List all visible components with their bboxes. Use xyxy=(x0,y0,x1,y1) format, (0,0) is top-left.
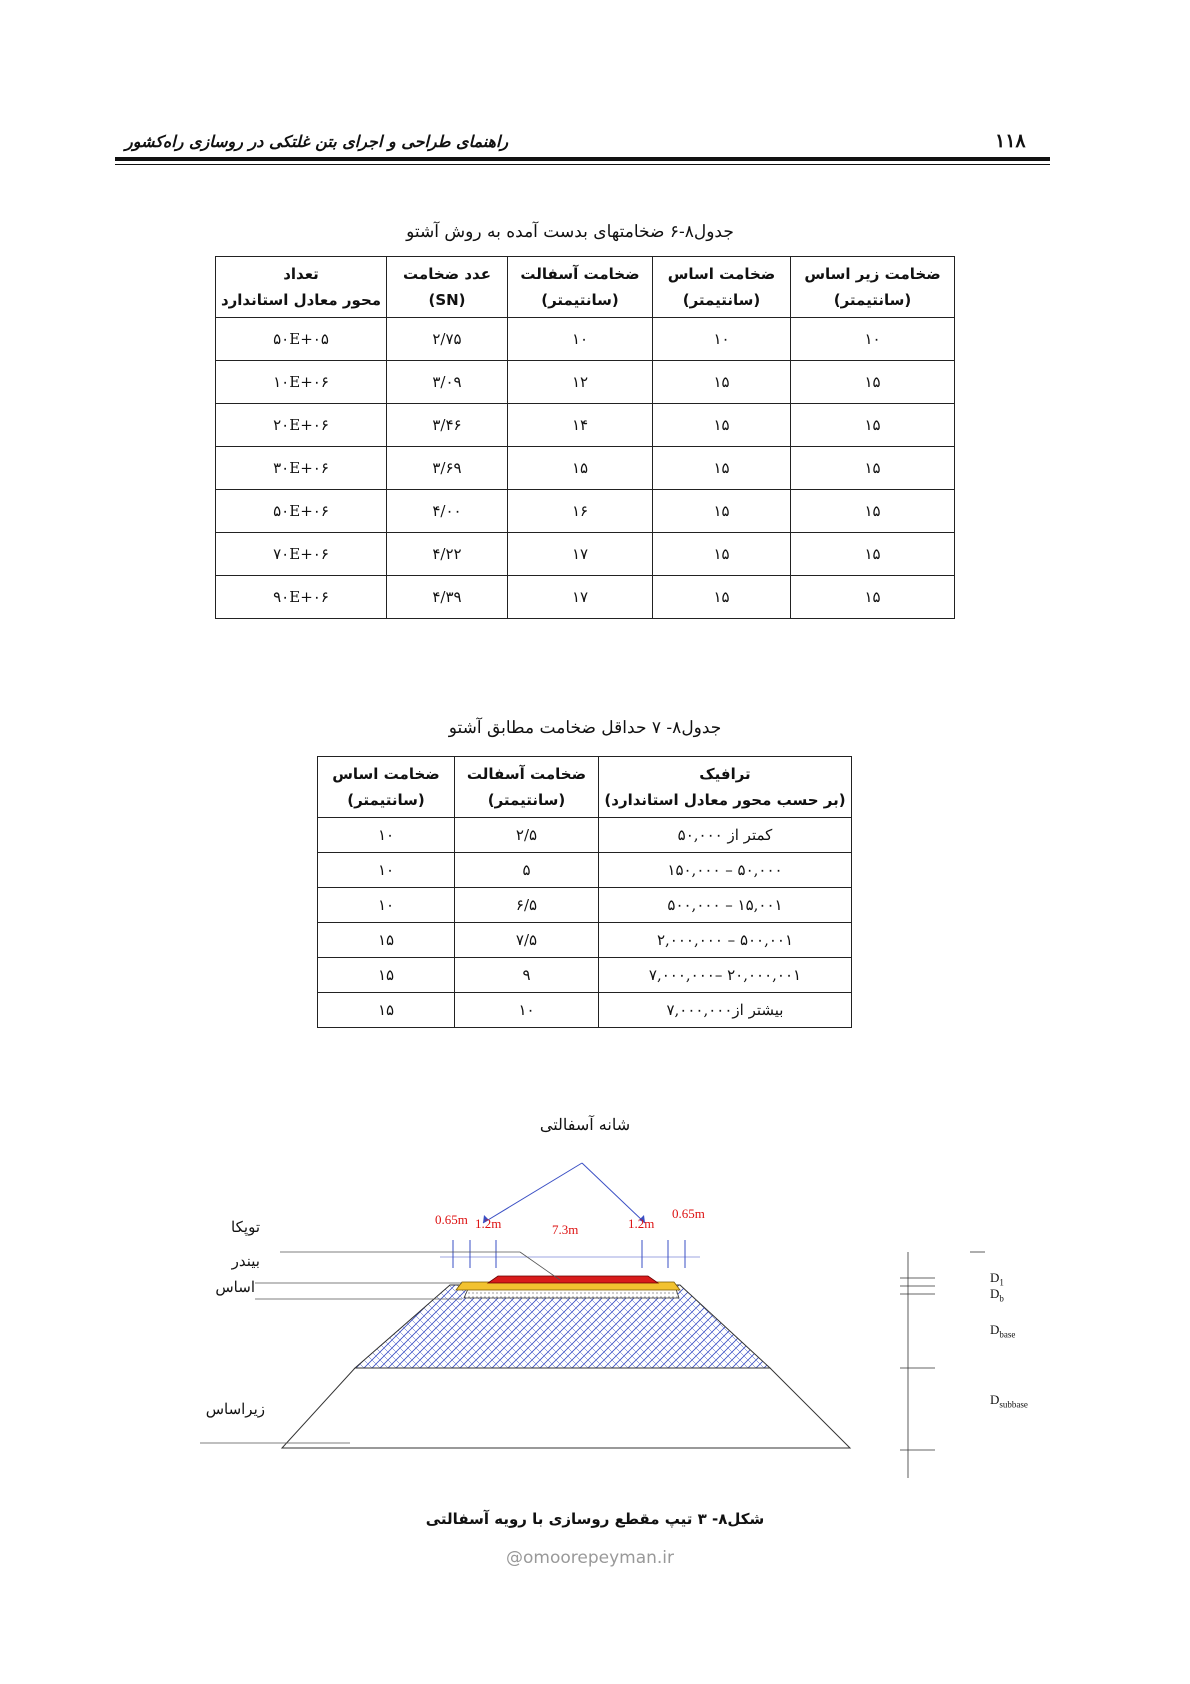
topeka-layer xyxy=(488,1276,658,1283)
table-row xyxy=(318,818,852,853)
table-cell: ۱۰E+۰۶ xyxy=(216,361,387,404)
table-row xyxy=(216,404,955,447)
page-number: ۱۱۸ xyxy=(995,130,1026,152)
figure-caption: شکل‌۸- ۳ تیپ مقطع روسازی با رویه آسفالتی xyxy=(425,1510,765,1528)
table-cell: ۱۵ xyxy=(791,447,955,490)
table-cell: ۱۵ xyxy=(318,923,455,958)
table-cell: ۱۵ xyxy=(653,533,791,576)
table-cell: ۱۷ xyxy=(508,533,653,576)
pavement-cross-section-figure xyxy=(0,1100,1190,1620)
table-cell: ۱۵ xyxy=(791,404,955,447)
table-row xyxy=(318,958,852,993)
dim-right-lane: 1.2m xyxy=(628,1216,655,1231)
table-cell: ۱۵ xyxy=(791,533,955,576)
table-cell: ۲۰E+۰۶ xyxy=(216,404,387,447)
table2-caption: جدول‌۸- ۷ حداقل ضخامت مطابق آشتو xyxy=(448,718,722,738)
table-cell: ۱۰ xyxy=(508,318,653,361)
table-cell: ۳/۶۹ xyxy=(387,447,508,490)
table-row xyxy=(216,447,955,490)
table1-caption: جدول‌۸-۶ ضخامتهای بدست آمده به روش آشتو xyxy=(406,222,734,242)
table-cell: ۵۰E+۰۶ xyxy=(216,490,387,533)
table-cell: ۱۲ xyxy=(508,361,653,404)
table-row xyxy=(216,576,955,619)
table-cell: ۱۰ xyxy=(318,853,455,888)
table-cell: ۱۰ xyxy=(653,318,791,361)
table-cell: ۱۵ xyxy=(653,361,791,404)
page-header xyxy=(115,130,1050,160)
table-cell: ۱۴ xyxy=(508,404,653,447)
base-label: اساس xyxy=(215,1278,255,1296)
table1-col-base: ضخامت اساس (سانتیمتر) xyxy=(653,257,791,318)
table-cell: ۵۰۰,۰۰۱ – ۲,۰۰۰,۰۰۰ xyxy=(599,923,852,958)
depth-db: $D_b$ xyxy=(990,1286,1004,1304)
table1-col-subbase: ضخامت زیر اساس (سانتیمتر) xyxy=(791,257,955,318)
table-cell: ۱۵ xyxy=(653,404,791,447)
table-cell: ۹۰E+۰۶ xyxy=(216,576,387,619)
table-cell: ۱۵ xyxy=(653,576,791,619)
table-row xyxy=(216,533,955,576)
table-cell: ۷/۵ xyxy=(455,923,599,958)
table1-header-row xyxy=(216,257,955,318)
dim-left-shoulder: 0.65m xyxy=(435,1212,468,1227)
table-cell: ۵۰,۰۰۰ – ۱۵۰,۰۰۰ xyxy=(599,853,852,888)
watermark-text: @omoorepeyman.ir xyxy=(505,1548,675,1568)
table-cell: بیشتر از۷,۰۰۰,۰۰۰ xyxy=(599,993,852,1028)
shoulder-label: شانه آسفالتی xyxy=(539,1115,631,1134)
table-cell: ۲/۷۵ xyxy=(387,318,508,361)
table-cell: ۱۵ xyxy=(508,447,653,490)
table2-col-asphalt: ضخامت آسفالت (سانتیمتر) xyxy=(455,757,599,818)
cross-section-drawing xyxy=(0,1100,1190,1620)
binder-label: بیندر xyxy=(231,1252,260,1270)
table-row xyxy=(318,993,852,1028)
table-cell: ۱۵ xyxy=(791,361,955,404)
table-cell: ۳/۰۹ xyxy=(387,361,508,404)
table-cell: ۱۵ xyxy=(318,993,455,1028)
table1-col-sn: عدد ضخامت (SN) xyxy=(387,257,508,318)
table-cell: ۴/۳۹ xyxy=(387,576,508,619)
table-cell: ۱۵ xyxy=(791,576,955,619)
dim-carriageway: 7.3m xyxy=(552,1222,579,1237)
table2-col-traffic: ترافیک (بر حسب محور معادل استاندارد) xyxy=(599,757,852,818)
table-cell: ۱۰ xyxy=(791,318,955,361)
table-cell: ۵ xyxy=(455,853,599,888)
table-cell: ۱۵ xyxy=(653,490,791,533)
topeka-label: توپکا xyxy=(231,1218,260,1236)
table-row xyxy=(318,923,852,958)
table1 xyxy=(215,256,955,619)
table-cell: ۳/۴۶ xyxy=(387,404,508,447)
subbase-layer xyxy=(282,1368,850,1448)
table2 xyxy=(317,756,852,1028)
dim-left-lane: 1.2m xyxy=(475,1216,502,1231)
depth-d1: $D_1$ xyxy=(990,1270,1004,1288)
table-cell: ۳۰E+۰۶ xyxy=(216,447,387,490)
table1-col-esal: تعداد محور معادل استاندارد xyxy=(216,257,387,318)
table-row xyxy=(216,318,955,361)
shoulder-arrow xyxy=(582,1163,645,1223)
table-cell: ۱۵ xyxy=(791,490,955,533)
table-cell: ۱۷ xyxy=(508,576,653,619)
table-cell: ۲/۵ xyxy=(455,818,599,853)
table-row xyxy=(318,888,852,923)
table-cell: ۶/۵ xyxy=(455,888,599,923)
table-cell: ۱۰ xyxy=(318,818,455,853)
table-row xyxy=(216,361,955,404)
table-cell: ۴/۲۲ xyxy=(387,533,508,576)
table-cell: ۴/۰۰ xyxy=(387,490,508,533)
shoulder-arrow xyxy=(483,1163,582,1223)
table-cell: ۱۶ xyxy=(508,490,653,533)
table2-col-base: ضخامت اساس (سانتیمتر) xyxy=(318,757,455,818)
depth-dbase: $D_{base}$ xyxy=(990,1322,1016,1340)
table-cell: ۱۵ xyxy=(653,447,791,490)
table-cell: ۲۰,۰۰۰,۰۰۱ –۷,۰۰۰,۰۰۰ xyxy=(599,958,852,993)
header-rule xyxy=(115,157,1050,161)
table-cell: ۹ xyxy=(455,958,599,993)
depth-dsubbase: $D_{subbase}$ xyxy=(990,1392,1028,1410)
table2-header-row xyxy=(318,757,852,818)
table-row xyxy=(216,490,955,533)
table-cell: ۵۰E+۰۵ xyxy=(216,318,387,361)
table-cell: ۱۰ xyxy=(318,888,455,923)
book-title: راهنمای طراحی و اجرای بتن غلتکی در روسازی راه‌کشور xyxy=(125,132,509,151)
dim-right-shoulder: 0.65m xyxy=(672,1206,705,1221)
table-cell: کمتر از ۵۰,۰۰۰ xyxy=(599,818,852,853)
table-cell: ۱۵ xyxy=(318,958,455,993)
table-cell: ۱۰ xyxy=(455,993,599,1028)
table1-col-asphalt: ضخامت آسفالت (سانتیمتر) xyxy=(508,257,653,318)
table-cell: ۱۵,۰۰۱ – ۵۰۰,۰۰۰ xyxy=(599,888,852,923)
header-rule-thin xyxy=(115,164,1050,165)
table-cell: ۷۰E+۰۶ xyxy=(216,533,387,576)
subbase-label: زیراساس xyxy=(205,1400,265,1418)
table-row xyxy=(318,853,852,888)
